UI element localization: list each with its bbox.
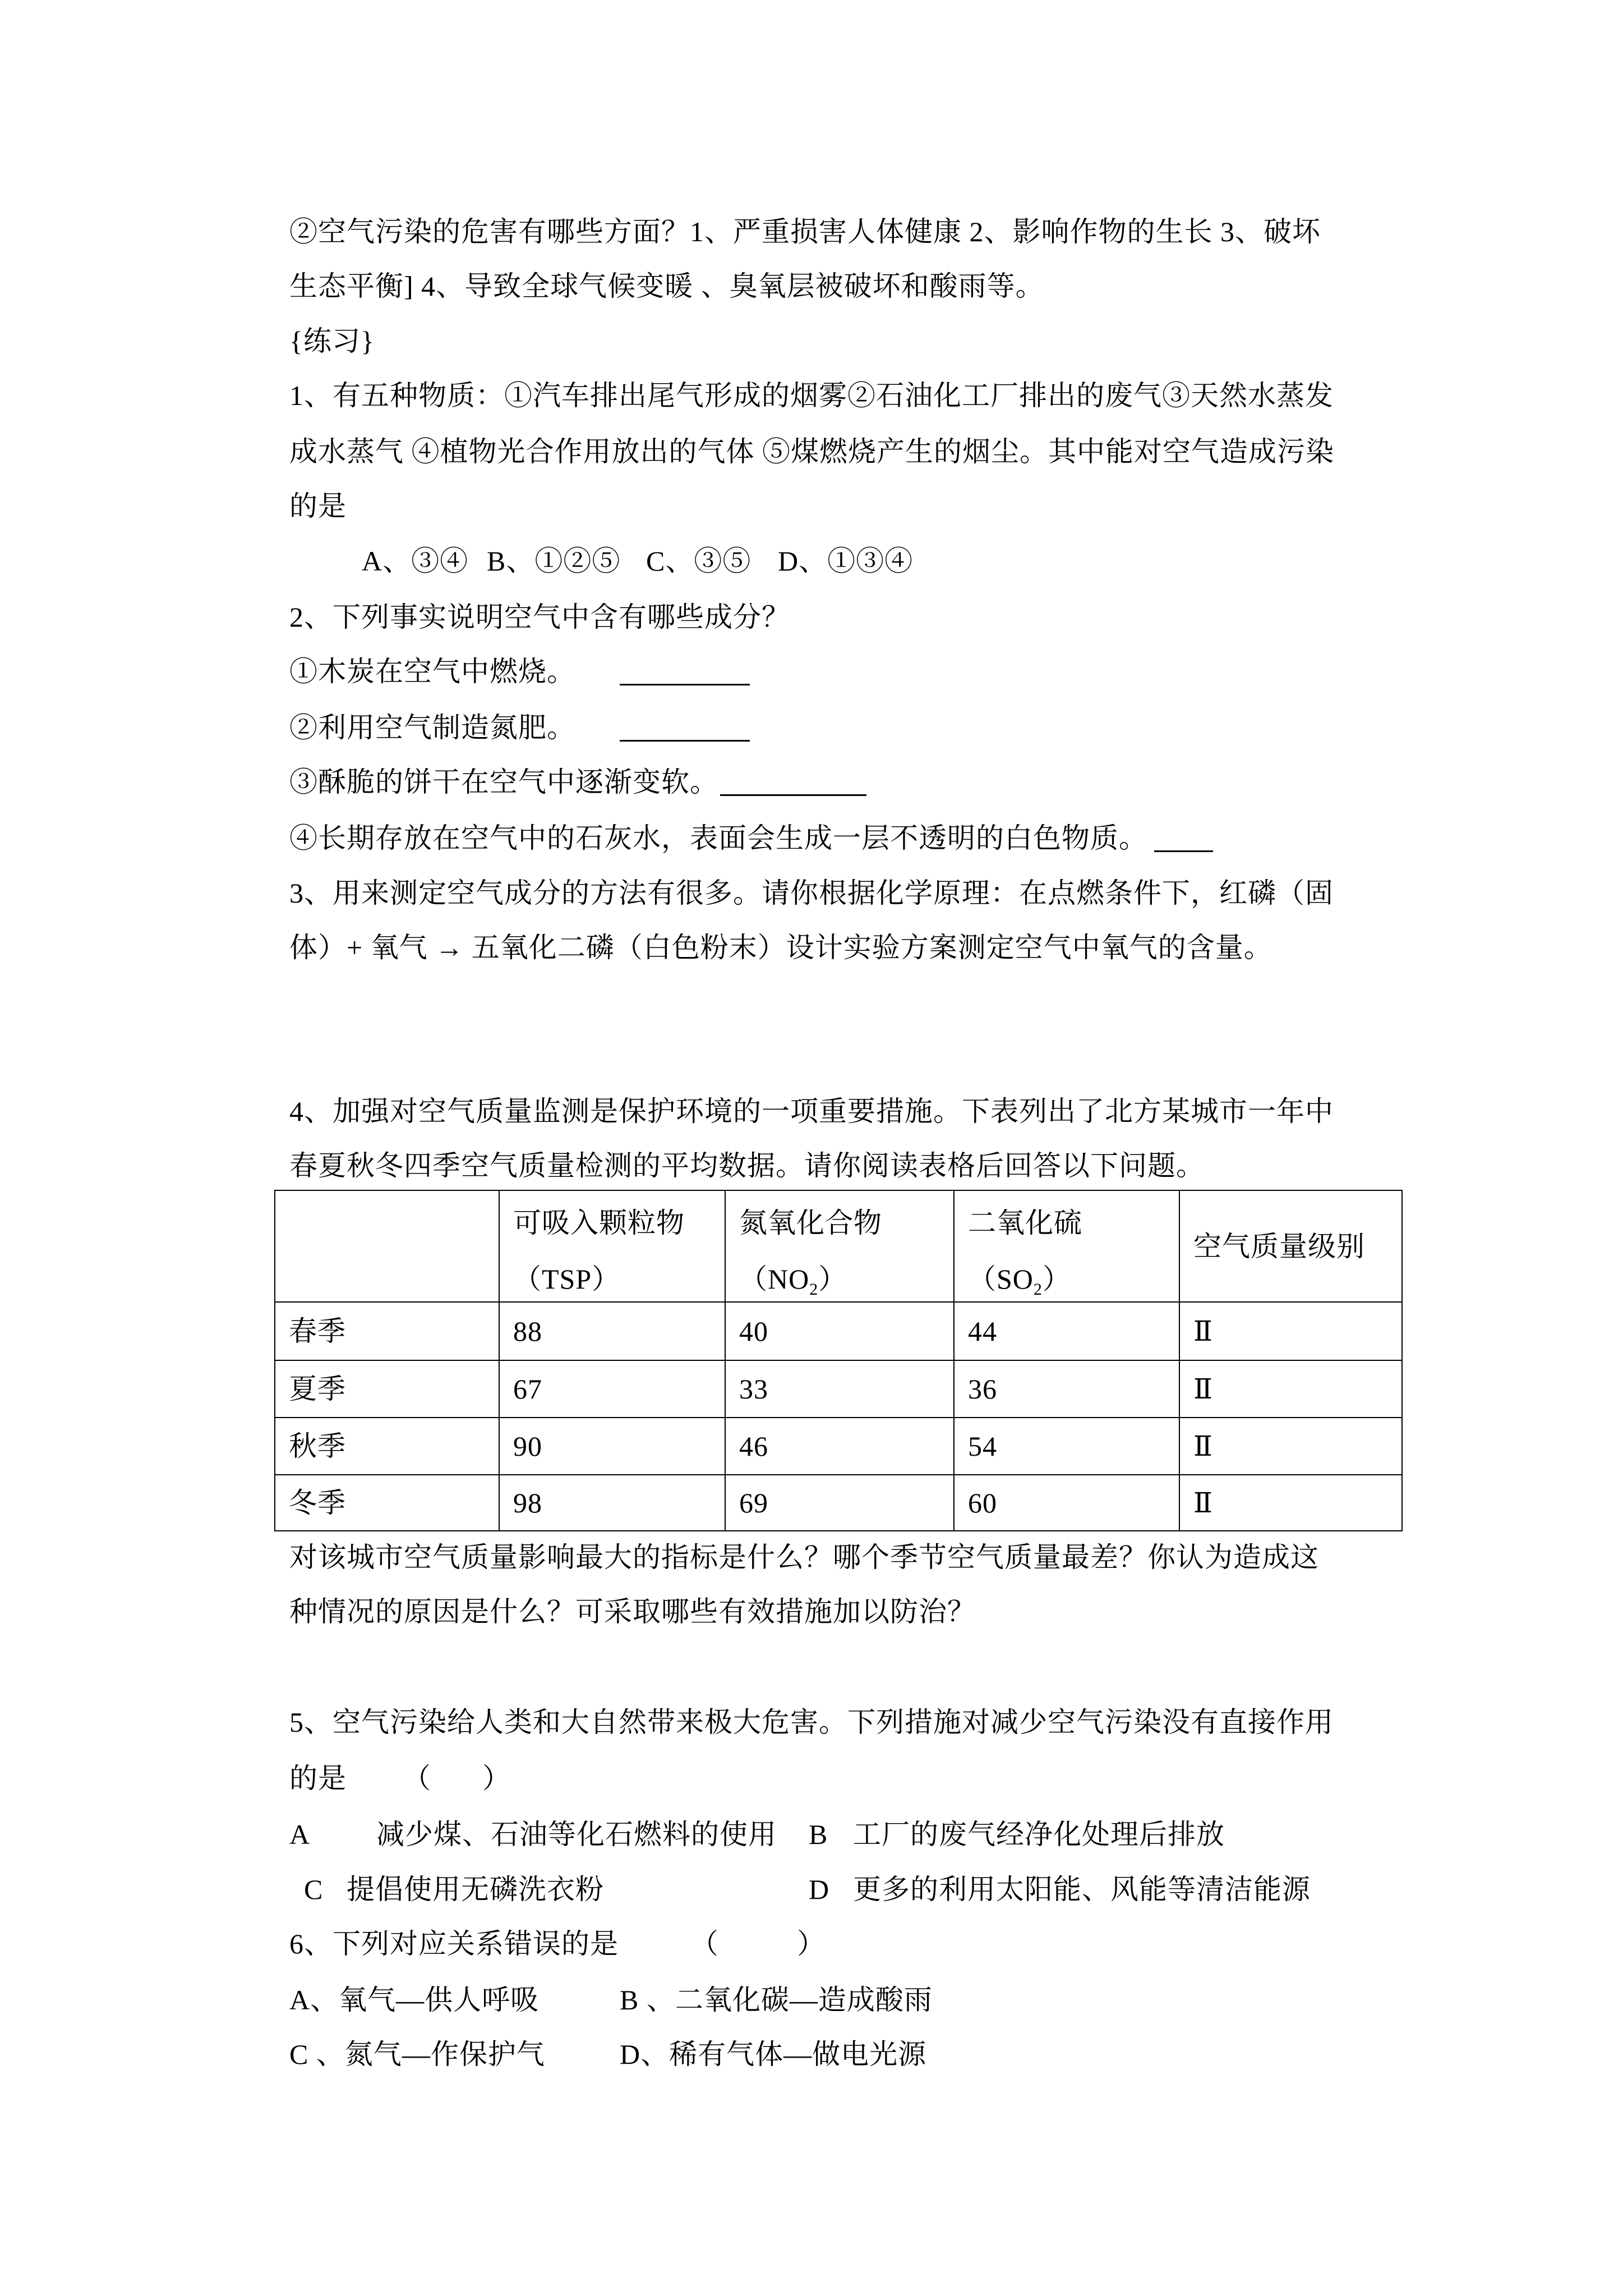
cell-no2: 33 <box>725 1360 954 1418</box>
cell-tsp: 88 <box>499 1302 725 1360</box>
table-row <box>275 1418 1402 1475</box>
cell-grade: Ⅱ <box>1179 1418 1402 1475</box>
q1-line-3: 的是 <box>289 490 347 522</box>
q5-option-a-letter: A <box>289 1819 311 1850</box>
table-header-row <box>275 1190 1402 1302</box>
q4-line-1: 4、加强对空气质量监测是保护环境的一项重要措施。下表列出了北方某城市一年中 <box>289 1096 1334 1127</box>
header-tsp-name: 可吸入颗粒物 <box>513 1207 685 1239</box>
q3-line-2: 体）+ 氧气 → 五氧化二磷（白色粉末）设计实验方案测定空气中氧气的含量。 <box>289 932 1272 963</box>
cell-season: 夏季 <box>275 1360 499 1418</box>
q2-item-3: ③酥脆的饼干在空气中逐渐变软。 <box>289 766 718 798</box>
q2-answer-blank-1 <box>620 684 750 685</box>
q5-option-b-letter: B <box>809 1819 828 1850</box>
q2-answer-blank-4 <box>1154 850 1213 852</box>
header-no2-unit: $(NO_2)$ <box>739 1263 847 1299</box>
q3-line-1: 3、用来测定空气成分的方法有很多。请你根据化学原理：在点燃条件下，红磷（固 <box>289 877 1334 909</box>
cell-season: 春季 <box>275 1302 499 1360</box>
cell-season: 冬季 <box>275 1475 499 1531</box>
q4-followup-line-1: 对该城市空气质量影响最大的指标是什么？哪个季节空气质量最差？你认为造成这 <box>289 1542 1319 1573</box>
header-cell-no2 <box>725 1190 954 1302</box>
q2-item-4: ④长期存放在空气中的石灰水，表面会生成一层不透明的白色物质。 <box>289 822 1147 854</box>
cell-so2: 60 <box>954 1475 1179 1531</box>
cell-so2: 44 <box>954 1302 1179 1360</box>
cell-tsp: 98 <box>499 1475 725 1531</box>
cell-so2: 54 <box>954 1418 1179 1475</box>
cell-no2: 69 <box>725 1475 954 1531</box>
header-cell-grade: 空气质量级别 <box>1179 1190 1402 1302</box>
cell-tsp: 67 <box>499 1360 725 1418</box>
cell-grade: Ⅱ <box>1179 1475 1402 1531</box>
q1-option-a: A、③④ <box>362 545 469 577</box>
q5-option-c-text: 提倡使用无磷洗衣粉 <box>347 1874 604 1905</box>
q5-option-d-letter: D <box>809 1874 830 1905</box>
q6-option-c: C 、氮气—作保护气 <box>289 2039 545 2070</box>
cell-no2: 46 <box>725 1418 954 1475</box>
q5-option-a-text: 减少煤、石油等化石燃料的使用 <box>376 1819 777 1850</box>
cell-tsp: 90 <box>499 1418 725 1475</box>
q6-paren-close: ） <box>797 1928 826 1959</box>
header-so2-unit: $(SO_2)$ <box>968 1263 1071 1299</box>
table-row <box>275 1475 1402 1531</box>
cell-season: 秋季 <box>275 1418 499 1475</box>
cell-grade: Ⅱ <box>1179 1302 1402 1360</box>
q6-stem: 6、下列对应关系错误的是 <box>289 1928 619 1959</box>
q1-option-c: C、③⑤ <box>646 545 751 577</box>
q2-answer-blank-3 <box>720 794 866 796</box>
q4-followup-line-2: 种情况的原因是什么？可采取哪些有效措施加以防治？ <box>289 1596 976 1627</box>
q4-line-2: 春夏秋冬四季空气质量检测的平均数据。请你阅读表格后回答以下问题。 <box>289 1150 1205 1181</box>
q5-line-2: 的是 <box>289 1763 347 1794</box>
q2-item-2: ②利用空气制造氮肥。 <box>289 712 575 743</box>
header-cell-tsp <box>499 1190 725 1302</box>
header-no2-name: 氮氧化合物 <box>739 1207 882 1239</box>
practice-heading: {练习} <box>289 325 375 357</box>
header-so2-name: 二氧化硫 <box>968 1207 1082 1239</box>
q6-option-d: D、稀有气体—做电光源 <box>620 2039 927 2070</box>
q5-option-c-letter: C <box>304 1874 324 1905</box>
q1-line-2: 成水蒸气 ④植物光合作用放出的气体 ⑤煤燃烧产生的烟尘。其中能对空气造成污染 <box>289 436 1334 467</box>
header-cell-empty <box>275 1190 499 1302</box>
q5-paren-open: （ <box>403 1763 431 1794</box>
cell-grade: Ⅱ <box>1179 1360 1402 1418</box>
q2-item-1: ①木炭在空气中燃烧。 <box>289 656 575 687</box>
q6-paren-open: （ <box>690 1928 719 1959</box>
intro-line-1: ②空气污染的危害有哪些方面？1、严重损害人体健康 2、影响作物的生长 3、破坏 <box>289 216 1321 247</box>
cell-no2: 40 <box>725 1302 954 1360</box>
q1-option-b: B、①②⑤ <box>487 545 621 577</box>
table-row <box>275 1302 1402 1360</box>
q6-option-a: A、氧气—供人呼吸 <box>289 1984 540 2016</box>
q1-line-1: 1、有五种物质：①汽车排出尾气形成的烟雾②石油化工厂排出的废气③天然水蒸发 <box>289 380 1334 411</box>
q1-option-d: D、①③④ <box>778 545 914 577</box>
q5-line-1: 5、空气污染给人类和大自然带来极大危害。下列措施对减少空气污染没有直接作用 <box>289 1706 1334 1738</box>
table-row <box>275 1360 1402 1418</box>
q2-answer-blank-2 <box>620 740 750 742</box>
header-tsp-unit: （TSP） <box>513 1263 621 1295</box>
air-quality-table <box>274 1190 1403 1531</box>
q2-stem: 2、下列事实说明空气中含有哪些成分？ <box>289 601 790 633</box>
q5-option-b-text: 工厂的废气经净化处理后排放 <box>853 1819 1225 1850</box>
header-cell-so2 <box>954 1190 1179 1302</box>
q5-paren-close: ） <box>482 1763 511 1794</box>
cell-so2: 36 <box>954 1360 1179 1418</box>
q6-option-b: B 、二氧化碳—造成酸雨 <box>620 1984 933 2016</box>
intro-line-2: 生态平衡] 4、导致全球气候变暖 、臭氧层被破坏和酸雨等。 <box>289 270 1044 302</box>
q5-option-d-text: 更多的利用太阳能、风能等清洁能源 <box>853 1874 1311 1905</box>
